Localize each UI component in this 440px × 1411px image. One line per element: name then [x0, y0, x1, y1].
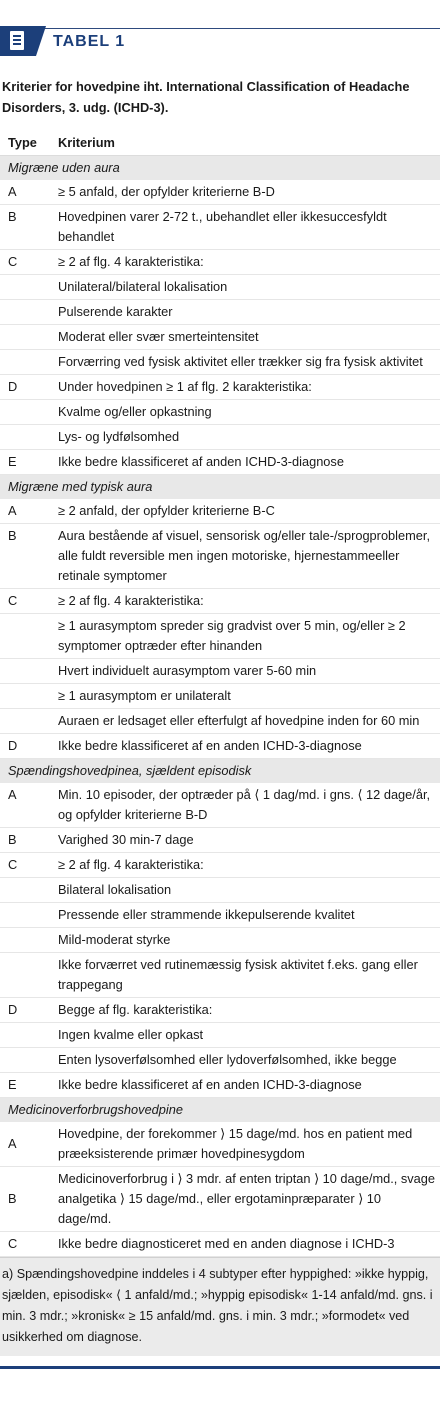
- row-criterion: ≥ 1 aurasymptom spreder sig gradvist over 5 min, og/eller ≥ 2 symptomer optræder efter hinanden: [52, 614, 440, 659]
- row-criterion: Min. 10 episoder, der optræder på ⟨ 1 dag/md. i gns. ⟨ 12 dage/år, og opfylder kriterierne B-D: [52, 783, 440, 828]
- row-criterion: Ikke bedre klassificeret af en anden ICHD-3-diagnose: [52, 1073, 440, 1098]
- row-type: [0, 275, 52, 300]
- row-type: B: [0, 1167, 52, 1232]
- table-row: [0, 1232, 440, 1257]
- row-type: [0, 300, 52, 325]
- row-criterion: Forværring ved fysisk aktivitet eller trækker sig fra fysisk aktivitet: [52, 350, 440, 375]
- table-row: [0, 275, 440, 300]
- table-row: [0, 205, 440, 250]
- row-criterion: Ikke bedre klassificeret af anden ICHD-3-diagnose: [52, 450, 440, 475]
- section-title: Medicinoverforbrugshovedpine: [0, 1098, 440, 1123]
- row-type: D: [0, 998, 52, 1023]
- row-type: [0, 659, 52, 684]
- row-type: A: [0, 180, 52, 205]
- row-criterion: Hovedpinen varer 2-72 t., ubehandlet eller ikkesuccesfyldt behandlet: [52, 205, 440, 250]
- row-criterion: Begge af flg. karakteristika:: [52, 998, 440, 1023]
- section-row: [0, 156, 440, 181]
- table-row: [0, 300, 440, 325]
- row-type: [0, 350, 52, 375]
- table-row: [0, 1048, 440, 1073]
- row-type: A: [0, 783, 52, 828]
- row-type: B: [0, 828, 52, 853]
- table-row: [0, 1167, 440, 1232]
- table-row: [0, 350, 440, 375]
- table-row: [0, 684, 440, 709]
- row-criterion: Kvalme og/eller opkastning: [52, 400, 440, 425]
- row-criterion: Varighed 30 min-7 dage: [52, 828, 440, 853]
- row-criterion: Lys- og lydfølsomhed: [52, 425, 440, 450]
- row-criterion: Mild-moderat styrke: [52, 928, 440, 953]
- row-type: A: [0, 1122, 52, 1167]
- row-type: C: [0, 853, 52, 878]
- section-title: Migræne uden aura: [0, 156, 440, 181]
- row-type: [0, 1048, 52, 1073]
- row-type: [0, 614, 52, 659]
- table-row: [0, 250, 440, 275]
- table-row: [0, 828, 440, 853]
- bottom-rule: [0, 1366, 440, 1369]
- table-row: [0, 1023, 440, 1048]
- criterion-column-header: Kriterium: [52, 130, 440, 156]
- section-title: Spændingshovedpinea, sjældent episodisk: [0, 759, 440, 784]
- row-criterion: Enten lysoverfølsomhed eller lydoverfølsomhed, ikke begge: [52, 1048, 440, 1073]
- row-type: C: [0, 589, 52, 614]
- row-type: [0, 684, 52, 709]
- section-title: Migræne med typisk aura: [0, 475, 440, 500]
- table-title: TABEL 1: [53, 33, 126, 50]
- row-criterion: Ikke bedre klassificeret af en anden ICHD-3-diagnose: [52, 734, 440, 759]
- table-body: [0, 156, 440, 1257]
- document-list-icon: [10, 31, 24, 50]
- table-row: [0, 375, 440, 400]
- criteria-table: [0, 130, 440, 1257]
- row-criterion: Hvert individuelt aurasymptom varer 5-60 min: [52, 659, 440, 684]
- row-criterion: Ikke bedre diagnosticeret med en anden diagnose i ICHD-3: [52, 1232, 440, 1257]
- table-row: [0, 499, 440, 524]
- table-row: [0, 903, 440, 928]
- icon-badge: [0, 26, 36, 56]
- row-criterion: ≥ 2 af flg. 4 karakteristika:: [52, 589, 440, 614]
- row-type: B: [0, 524, 52, 589]
- table-row: [0, 400, 440, 425]
- row-criterion: Pulserende karakter: [52, 300, 440, 325]
- row-criterion: Under hovedpinen ≥ 1 af flg. 2 karakteristika:: [52, 375, 440, 400]
- table-row: [0, 783, 440, 828]
- table-footnote: a) Spændingshovedpine inddeles i 4 subtyper efter hyppighed: »ikke hyppig, sjælden, episodisk« ⟨ 1 anfald/md.; »hyppig episodisk« 1-14 anfald/md. gns. i min. 3 mdr.; »kronisk« ≥ 15 anfald/md. gns. i min. 3 mdr.; »formodet« ved usikkerhed om diagnose.: [0, 1257, 440, 1356]
- row-type: [0, 878, 52, 903]
- row-type: [0, 425, 52, 450]
- row-type: [0, 953, 52, 998]
- table-row: [0, 878, 440, 903]
- row-criterion: Pressende eller strammende ikkepulserende kvalitet: [52, 903, 440, 928]
- row-criterion: Aura bestående af visuel, sensorisk og/eller tale-/sprogproblemer, alle fuldt reversible men ingen motoriske, hjernestammeeller retinale symptomer: [52, 524, 440, 589]
- row-criterion: Ingen kvalme eller opkast: [52, 1023, 440, 1048]
- table-row: [0, 853, 440, 878]
- row-type: C: [0, 1232, 52, 1257]
- row-type: E: [0, 1073, 52, 1098]
- section-row: [0, 475, 440, 500]
- row-type: [0, 325, 52, 350]
- row-type: [0, 400, 52, 425]
- table-row: [0, 928, 440, 953]
- row-type: C: [0, 250, 52, 275]
- table-row: [0, 425, 440, 450]
- row-type: A: [0, 499, 52, 524]
- table-row: [0, 709, 440, 734]
- table-row: [0, 180, 440, 205]
- row-criterion: ≥ 5 anfald, der opfylder kriterierne B-D: [52, 180, 440, 205]
- table-row: [0, 1073, 440, 1098]
- row-criterion: ≥ 2 anfald, der opfylder kriterierne B-C: [52, 499, 440, 524]
- table-row: [0, 450, 440, 475]
- row-criterion: Auraen er ledsaget eller efterfulgt af hovedpine inden for 60 min: [52, 709, 440, 734]
- row-criterion: ≥ 2 af flg. 4 karakteristika:: [52, 853, 440, 878]
- header-row: [0, 130, 440, 156]
- section-row: [0, 1098, 440, 1123]
- table-row: [0, 589, 440, 614]
- row-criterion: Medicinoverforbrug i ⟩ 3 mdr. af enten triptan ⟩ 10 dage/md., svage analgetika ⟩ 15 dage/md., eller ergotaminpræparater ⟩ 10 dage/md.: [52, 1167, 440, 1232]
- section-row: [0, 759, 440, 784]
- row-type: B: [0, 205, 52, 250]
- row-type: [0, 709, 52, 734]
- row-type: E: [0, 450, 52, 475]
- table-row: [0, 524, 440, 589]
- table-row: [0, 325, 440, 350]
- row-criterion: Hovedpine, der forekommer ⟩ 15 dage/md. hos en patient med præeksisterende primær hovedpinesygdom: [52, 1122, 440, 1167]
- row-criterion: Moderat eller svær smerteintensitet: [52, 325, 440, 350]
- table-row: [0, 953, 440, 998]
- row-criterion: ≥ 2 af flg. 4 karakteristika:: [52, 250, 440, 275]
- table-row: [0, 998, 440, 1023]
- row-criterion: ≥ 1 aurasymptom er unilateralt: [52, 684, 440, 709]
- row-type: [0, 1023, 52, 1048]
- table-row: [0, 1122, 440, 1167]
- row-type: [0, 903, 52, 928]
- row-criterion: Ikke forværret ved rutinemæssig fysisk aktivitet f.eks. gang eller trappegang: [52, 953, 440, 998]
- table-row: [0, 734, 440, 759]
- row-type: D: [0, 375, 52, 400]
- row-criterion: Bilateral lokalisation: [52, 878, 440, 903]
- table-header: [0, 0, 440, 56]
- table-row: [0, 614, 440, 659]
- type-column-header: Type: [0, 130, 52, 156]
- table-row: [0, 659, 440, 684]
- row-type: D: [0, 734, 52, 759]
- row-criterion: Unilateral/bilateral lokalisation: [52, 275, 440, 300]
- table-caption: Kriterier for hovedpine iht. International Classification of Headache Disorders, 3. udg. (ICHD-3).: [2, 79, 410, 115]
- row-type: [0, 928, 52, 953]
